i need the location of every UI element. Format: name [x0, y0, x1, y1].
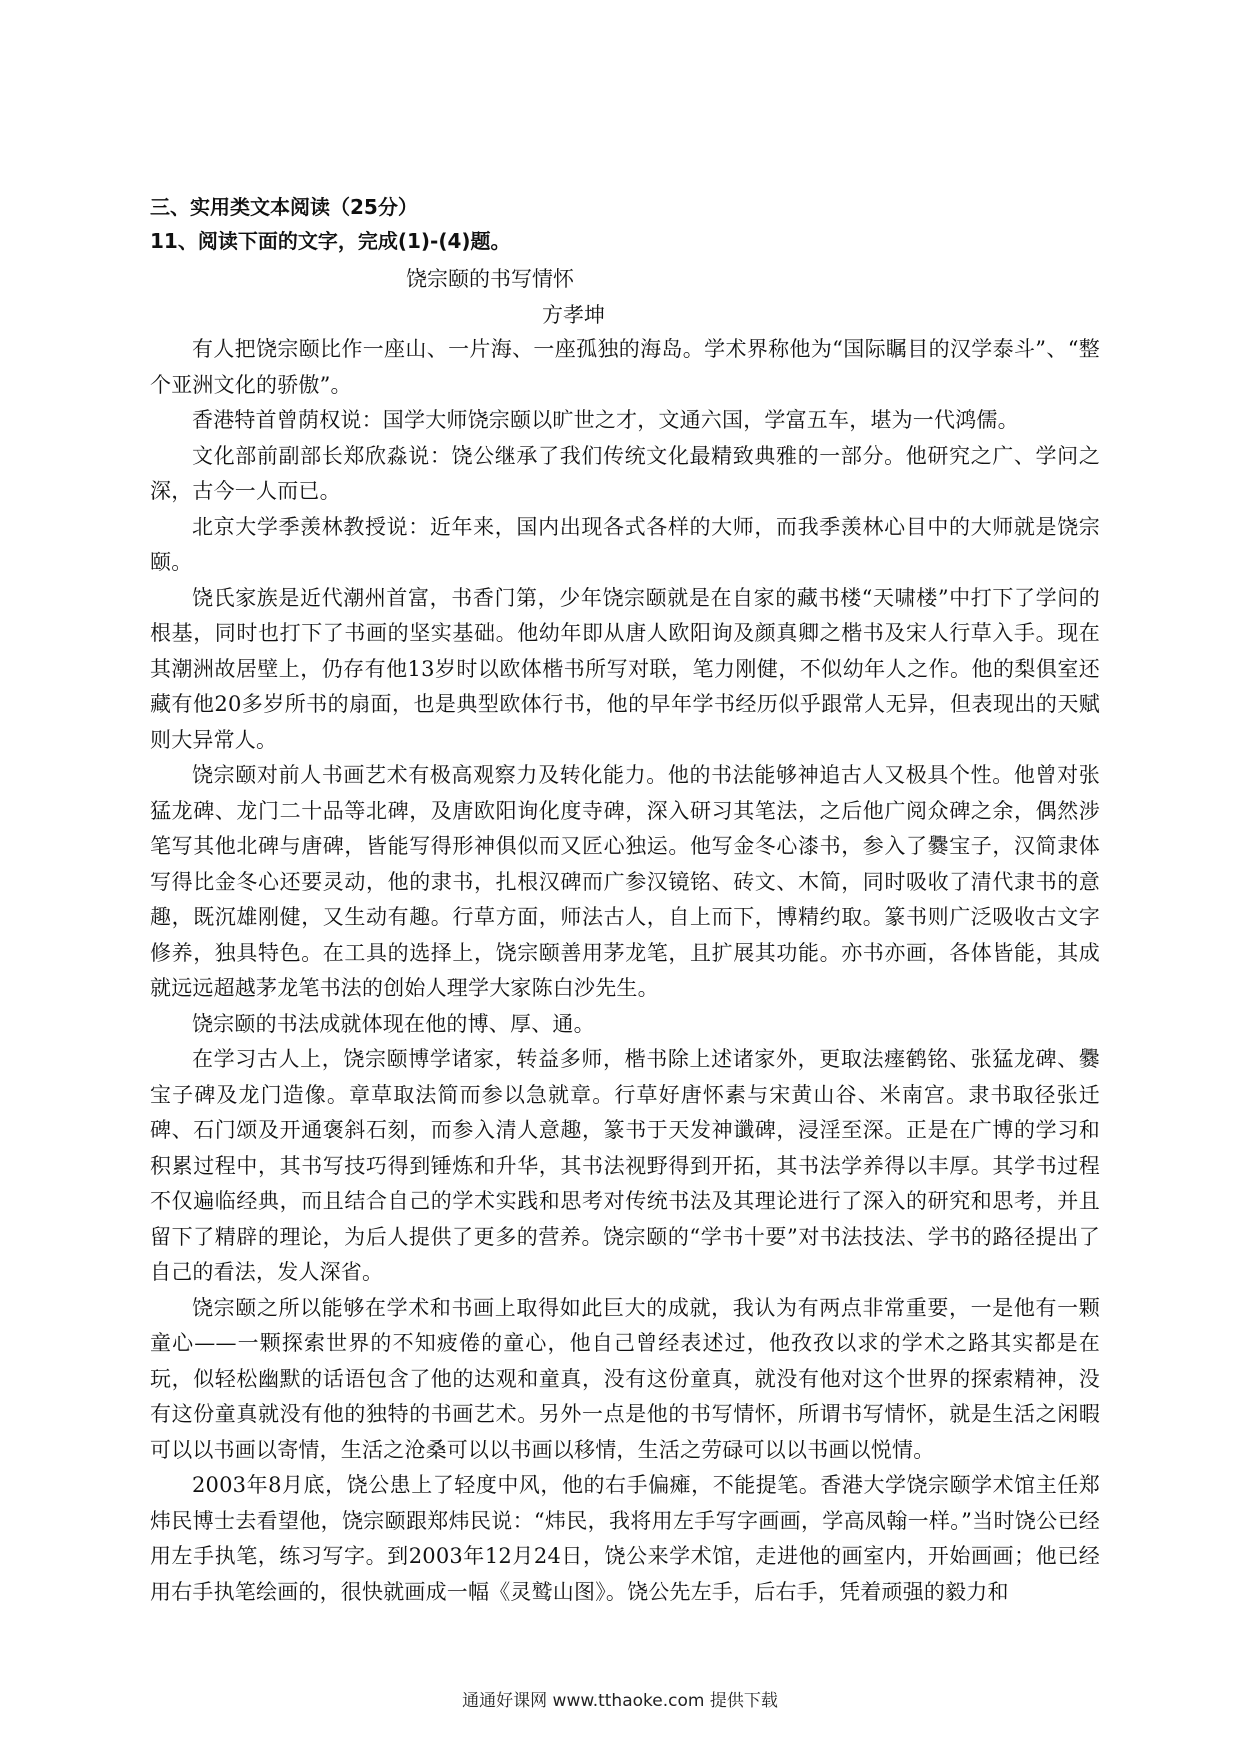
paragraph: 2003年8月底，饶公患上了轻度中风，他的右手偏瘫，不能提笔。香港大学饶宗颐学术馆主任郑炜民博士去看望他，饶宗颐跟郑炜民说：“炜民，我将用左手写字画画，学高凤翰一样。”当时饶公已经用左手执笔，练习写字。到2003年12月24日，饶公来学术馆，走进他的画室内，开始画画；他已经用右手执笔绘画的，很快就画成一幅《灵鹫山图》。饶公先左手，后右手，凭着顽强的毅力和 — [150, 1473, 1100, 1604]
paragraph: 饶宗颐的书法成就体现在他的博、厚、通。 — [192, 1011, 595, 1036]
question-heading: 11、阅读下面的文字，完成(1)-(4)题。 — [150, 229, 511, 253]
paragraph: 饶宗颐之所以能够在学术和书画上取得如此巨大的成就，我认为有两点非常重要，一是他有一颗童心——一颗探索世界的不知疲倦的童心，他自己曾经表述过，他孜孜以求的学术之路其实都是在玩，似轻松幽默的话语包含了他的达观和童真，没有这份童真，就没有他对这个世界的探索精神，没有这份童真就没有他的独特的书画艺术。另外一点是他的书写情怀，所谓书写情怀，就是生活之闲暇可以以书画以寄情，生活之沧桑可以以书画以移情，生活之劳碌可以以书画以悦情。 — [150, 1295, 1100, 1462]
section-heading: 三、实用类文本阅读（25分） — [150, 195, 418, 219]
paragraph: 北京大学季羡林教授说：近年来，国内出现各式各样的大师，而我季羡林心目中的大师就是饶宗颐。 — [150, 514, 1100, 574]
paragraph: 在学习古人上，饶宗颐博学诸家，转益多师，楷书除上述诸家外，更取法瘗鹤铭、张猛龙碑、爨宝子碑及龙门造像。章草取法简而参以急就章。行草好唐怀素与宋黄山谷、米南宫。隶书取径张迁碑、石门颂及开通褒斜石刻，而参入清人意趣，篆书于天发神谶碑，浸淫至深。正是在广博的学习和积累过程中，其书写技巧得到锤炼和升华，其书法视野得到开拓，其书法学养得以丰厚。其学书过程不仅遍临经典，而且结合自己的学术实践和思考对传统书法及其理论进行了深入的研究和思考，并且留下了精辟的理论，为后人提供了更多的营养。饶宗颐的“学书十要”对书法技法、学书的路径提出了自己的看法，发人深省。 — [150, 1047, 1100, 1284]
paragraph: 有人把饶宗颐比作一座山、一片海、一座孤独的海岛。学术界称他为“国际瞩目的汉学泰斗”、“整个亚洲文化的骄傲”。 — [150, 337, 1100, 397]
paragraph: 香港特首曾荫权说：国学大师饶宗颐以旷世之才，文通六国，学富五车，堪为一代鸿儒。 — [192, 408, 1019, 432]
paragraph: 饶氏家族是近代潮州首富，书香门第，少年饶宗颐就是在自家的藏书楼“天啸楼”中打下了学问的根基，同时也打下了书画的坚实基础。他幼年即从唐人欧阳询及颜真卿之楷书及宋人行草入手。现在其潮洲故居壁上，仍存有他13岁时以欧体楷书所写对联，笔力刚健，不似幼年人之作。他的梨俱室还藏有他20多岁所书的扇面，也是典型欧体行书，他的早年学书经历似乎跟常人无异，但表现出的天赋则大异常人。 — [150, 585, 1100, 752]
article-author: 方孝坤 — [542, 303, 605, 327]
paragraph: 饶宗颐对前人书画艺术有极高观察力及转化能力。他的书法能够神追古人又极具个性。他曾对张猛龙碑、龙门二十品等北碑，及唐欧阳询化度寺碑，深入研习其笔法，之后他广阅众碑之余，偶然涉笔写其他北碑与唐碑，皆能写得形神俱似而又匠心独运。他写金冬心漆书，参入了爨宝子，汉简隶体写得比金冬心还要灵动，他的隶书，扎根汉碑而广参汉镜铭、砖文、木简，同时吸收了清代隶书的意趣，既沉雄刚健，又生动有趣。行草方面，师法古人，自上而下，博精约取。篆书则广泛吸收古文字修养，独具特色。在工具的选择上，饶宗颐善用茅龙笔，且扩展其功能。亦书亦画，各体皆能，其成就远远超越茅龙笔书法的创始人理学大家陈白沙先生。 — [150, 763, 1100, 1000]
page-footer: 通通好课网 www.tthaoke.com 提供下载 — [462, 1691, 778, 1711]
article-title: 饶宗颐的书写情怀 — [406, 267, 574, 291]
paragraph: 文化部前副部长郑欣淼说：饶公继承了我们传统文化最精致典雅的一部分。他研究之广、学问之深，古今一人而已。 — [150, 443, 1100, 503]
document-page — [150, 190, 1100, 1610]
